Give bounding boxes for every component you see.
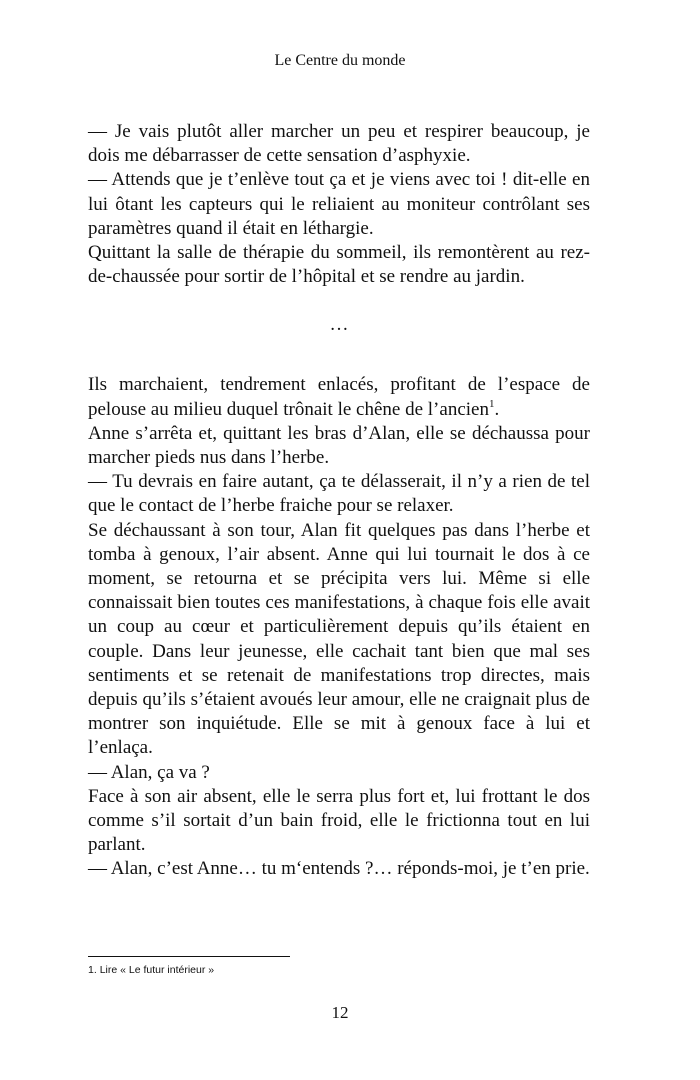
page-number: 12	[331, 1003, 349, 1022]
paragraph-dialogue-cest-anne: — Alan, c’est Anne… tu m‘entends ?… réponds-moi, je t’en prie.	[88, 858, 590, 880]
footnote-number: 1.	[88, 964, 97, 976]
footnote-text: Lire « Le futur intérieur »	[99, 964, 215, 976]
paragraph-alan-falls: Se déchaussant à son tour, Alan fit quelques pas dans l’herbe et tomba à genoux, l’air absent. Anne qui lui tournait le dos à ce moment, se retourna et se précipita vers lui. Même si elle connaissait bien toutes ces manifestations, à chaque fois elle avait un coup au cœur et particulièrement depuis qu’ils étaient en couple. Dans leur jeunesse, elle cachait tant bien que mal ses sentiments et se retenait de manifestations trop directes, mais depuis qu’ils s’étaient avoués leur amour, elle ne craignait plus de montrer son inquiétude. Elle se mit à genoux face à lui et l’enlaça.	[88, 519, 590, 759]
paragraph-dialogue-ca-va: — Alan, ça va ?	[88, 761, 210, 783]
body-text	[88, 120, 590, 882]
paragraph-walking-text: Ils marchaient, tendrement enlacés, profitant de l’espace de pelouse au milieu duquel trônait le chêne de l’ancien	[88, 374, 590, 420]
paragraph-walking	[88, 373, 590, 421]
footnote-reference: 1	[488, 397, 495, 410]
footnote	[88, 963, 214, 977]
section-separator: …	[329, 314, 349, 336]
paragraph-anne-barefoot: Anne s’arrêta et, quittant les bras d’Alan, elle se déchaussa pour marcher pieds nus dans l’herbe.	[88, 422, 590, 469]
paragraph-reply-alan: — Je vais plutôt aller marcher un peu et respirer beaucoup, je dois me débarrasser de cette sensation d’asphyxie.	[88, 121, 590, 167]
scene-garden	[88, 373, 590, 881]
footnote-rule	[88, 956, 290, 957]
paragraph-reply-anne: — Attends que je t’enlève tout ça et je viens avec toi ! dit-elle en lui ôtant les capteurs qui le reliaient au moniteur contrôlant ses paramètres quand il était en léthargie.	[88, 169, 590, 239]
paragraph-leaving-room: Quittant la salle de thérapie du sommeil, ils remontèrent au rez-de-chaussée pour sortir de l’hôpital et se rendre au jardin.	[88, 242, 590, 288]
running-head: Le Centre du monde	[274, 52, 406, 69]
paragraph-dialogue-relax: — Tu devrais en faire autant, ça te délasserait, il n’y a rien de tel que le contact de l’herbe fraiche pour se relaxer.	[88, 471, 590, 517]
paragraph-walking-end: .	[494, 398, 500, 420]
paragraph-friction: Face à son air absent, elle le serra plus fort et, lui frottant le dos comme s’il sortait d’un bain froid, elle le frictionna tout en lui parlant.	[88, 785, 590, 856]
